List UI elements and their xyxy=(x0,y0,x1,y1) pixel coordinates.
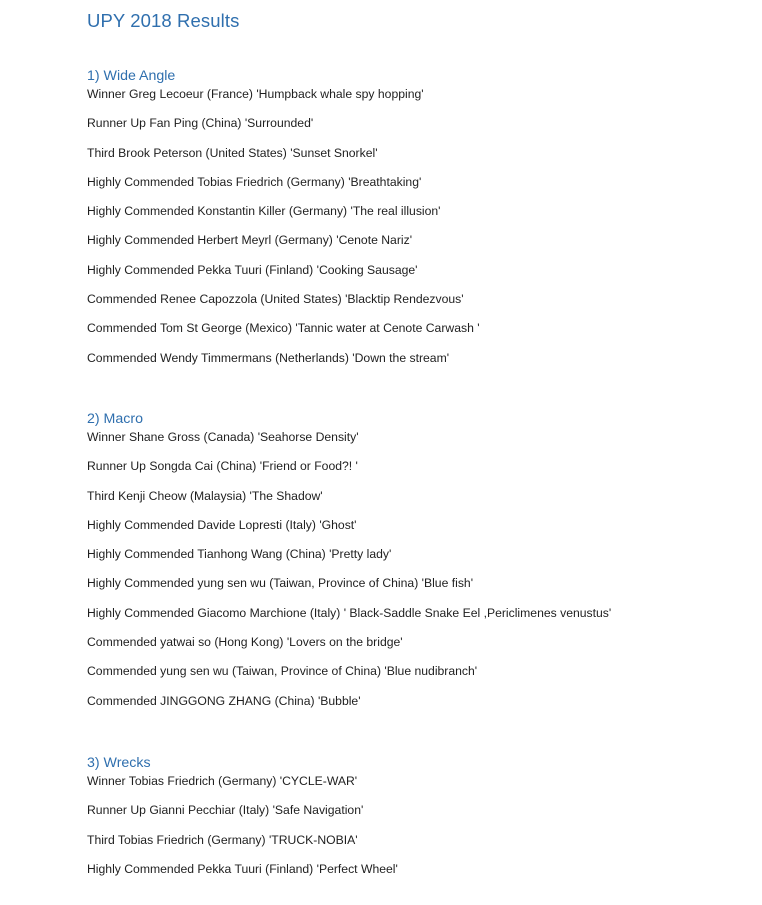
result-entry: Highly Commended Pekka Tuuri (Finland) 'Perfect Wheel' xyxy=(87,861,398,876)
result-entry: Highly Commended Pekka Tuuri (Finland) 'Cooking Sausage' xyxy=(87,262,418,277)
entry-list xyxy=(87,773,398,890)
document-page xyxy=(87,0,752,876)
section-heading: 1) Wide Angle xyxy=(87,68,176,84)
result-entry: Runner Up Gianni Pecchiar (Italy) 'Safe Navigation' xyxy=(87,803,364,818)
result-entry: Highly Commended Konstantin Killer (Germany) 'The real illusion' xyxy=(87,204,441,219)
result-entry: Highly Commended Giacomo Marchione (Italy) ' Black-Saddle Snake Eel ,Periclimenes venustus' xyxy=(87,605,612,620)
result-entry: Commended yatwai so (Hong Kong) 'Lovers on the bridge' xyxy=(87,635,403,650)
result-entry: Third Brook Peterson (United States) 'Sunset Snorkel' xyxy=(87,145,378,160)
document-title: UPY 2018 Results xyxy=(87,10,240,31)
result-entry: Commended Renee Capozzola (United States) 'Blacktip Rendezvous' xyxy=(87,292,464,307)
result-entry: Commended Wendy Timmermans (Netherlands) 'Down the stream' xyxy=(87,350,450,365)
result-entry: Highly Commended Tianhong Wang (China) 'Pretty lady' xyxy=(87,547,392,562)
result-entry: Commended Tom St George (Mexico) 'Tannic water at Cenote Carwash ' xyxy=(87,321,480,336)
result-entry: Runner Up Fan Ping (China) 'Surrounded' xyxy=(87,116,314,131)
section-heading: 3) Wrecks xyxy=(87,755,151,771)
result-entry: Commended yung sen wu (Taiwan, Province of China) 'Blue nudibranch' xyxy=(87,664,478,679)
result-entry: Commended JINGGONG ZHANG (China) 'Bubble' xyxy=(87,693,361,708)
result-entry: Highly Commended Tobias Friedrich (Germany) 'Breathtaking' xyxy=(87,174,422,189)
result-entry: Highly Commended Davide Lopresti (Italy) 'Ghost' xyxy=(87,517,357,532)
result-entry: Third Kenji Cheow (Malaysia) 'The Shadow' xyxy=(87,488,323,503)
result-entry: Highly Commended yung sen wu (Taiwan, Province of China) 'Blue fish' xyxy=(87,576,474,591)
results-section xyxy=(87,753,398,890)
result-entry: Winner Greg Lecoeur (France) 'Humpback whale spy hopping' xyxy=(87,87,424,101)
section-heading: 2) Macro xyxy=(87,411,143,427)
result-entry: Third Tobias Friedrich (Germany) 'TRUCK-NOBIA' xyxy=(87,832,358,847)
result-entry: Winner Tobias Friedrich (Germany) 'CYCLE-WAR' xyxy=(87,774,358,788)
result-entry: Winner Shane Gross (Canada) 'Seahorse Density' xyxy=(87,430,359,444)
results-section xyxy=(87,409,611,722)
entry-list xyxy=(87,429,611,722)
result-entry: Runner Up Songda Cai (China) 'Friend or Food?! ' xyxy=(87,459,358,474)
results-section xyxy=(87,66,480,379)
entry-list xyxy=(87,86,480,379)
result-entry: Highly Commended Herbert Meyrl (Germany) 'Cenote Nariz' xyxy=(87,233,413,248)
